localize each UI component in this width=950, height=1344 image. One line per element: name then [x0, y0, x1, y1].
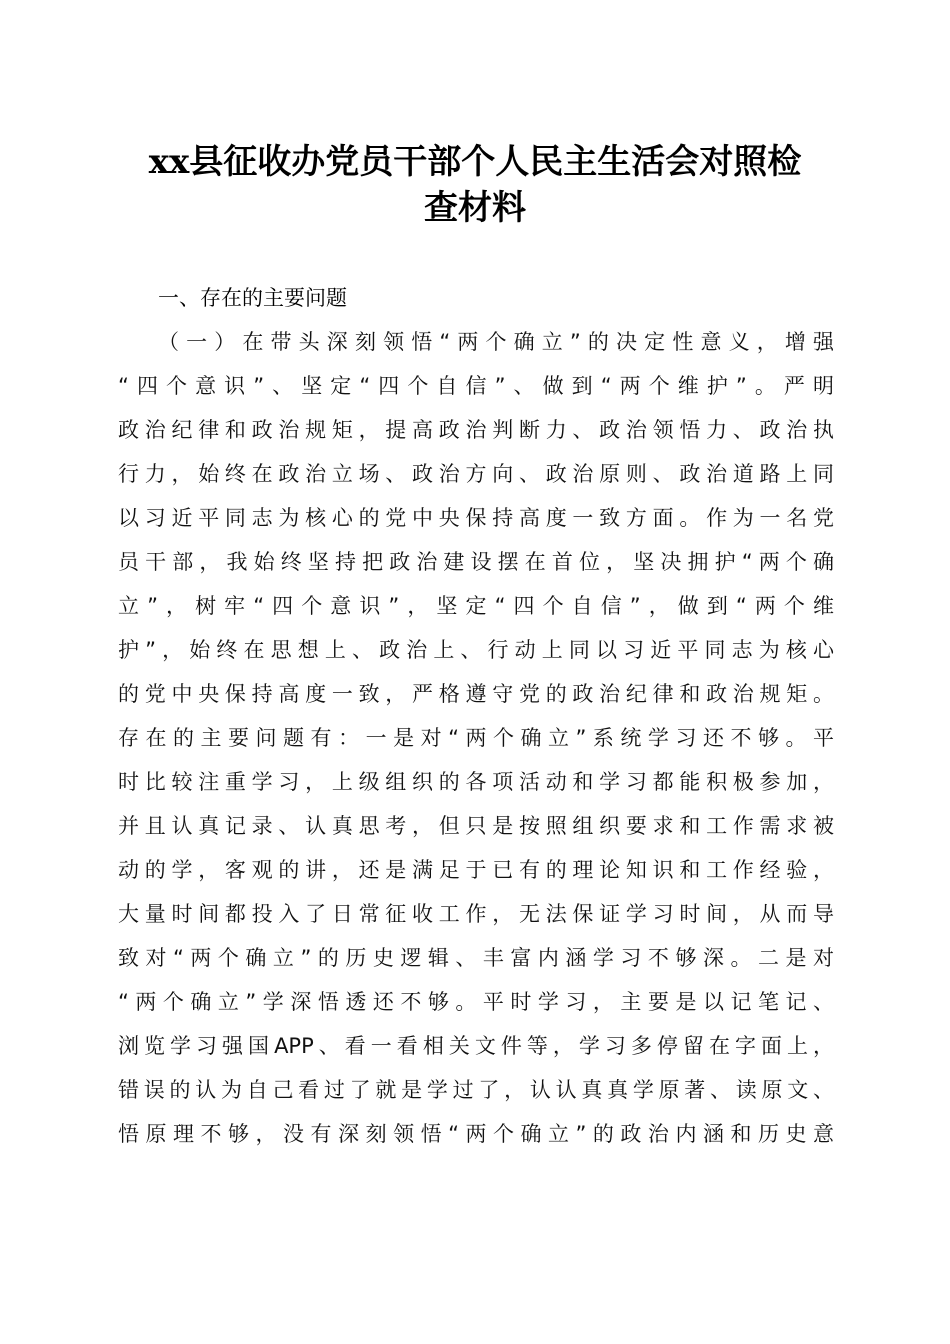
body-line: 时比较注重学习，上级组织的各项活动和学习都能积极参加，: [118, 770, 834, 794]
body-line: 错误的认为自己看过了就是学过了，认认真真学原著、读原文、: [118, 1078, 834, 1102]
body-line: 致对“两个确立”的历史逻辑、丰富内涵学习不够深。二是对: [118, 946, 834, 970]
body-line: 政治纪律和政治规矩，提高政治判断力、政治领悟力、政治执: [118, 418, 834, 442]
body-line: 存在的主要问题有：一是对“两个确立”系统学习还不够。平: [118, 726, 834, 750]
body-line: 并且认真记录、认真思考，但只是按照组织要求和工作需求被: [118, 814, 834, 838]
body-line: 行力，始终在政治立场、政治方向、政治原则、政治道路上同: [118, 462, 834, 486]
body-line: 以习近平同志为核心的党中央保持高度一致方面。作为一名党: [118, 506, 834, 530]
body-line: 立”，树牢“四个意识”，坚定“四个自信”，做到“两个维: [118, 594, 834, 618]
body-line: 大量时间都投入了日常征收工作，无法保证学习时间，从而导: [118, 902, 834, 926]
body-line: 浏览学习强国APP、看一看相关文件等，学习多停留在字面上，: [118, 1034, 834, 1058]
body-line: “两个确立”学深悟透还不够。平时学习，主要是以记笔记、: [118, 990, 834, 1014]
body-line: 悟原理不够，没有深刻领悟“两个确立”的政治内涵和历史意: [118, 1122, 834, 1146]
body-line: “四个意识”、坚定“四个自信”、做到“两个维护”。严明: [118, 374, 834, 398]
body-line: 的党中央保持高度一致，严格遵守党的政治纪律和政治规矩。: [118, 682, 834, 706]
document-title-line-1: xx县征收办党员干部个人民主生活会对照检: [148, 142, 802, 182]
body-line: 动的学，客观的讲，还是满足于已有的理论知识和工作经验，: [118, 858, 834, 882]
body-line: （一）在带头深刻领悟“两个确立”的决定性意义，增强: [158, 330, 834, 354]
document-title-line-2: 查材料: [424, 188, 526, 228]
body-line: 护”，始终在思想上、政治上、行动上同以习近平同志为核心: [118, 638, 834, 662]
section-heading: 一、存在的主要问题: [158, 286, 347, 310]
body-line: 员干部，我始终坚持把政治建设摆在首位，坚决拥护“两个确: [118, 550, 834, 574]
